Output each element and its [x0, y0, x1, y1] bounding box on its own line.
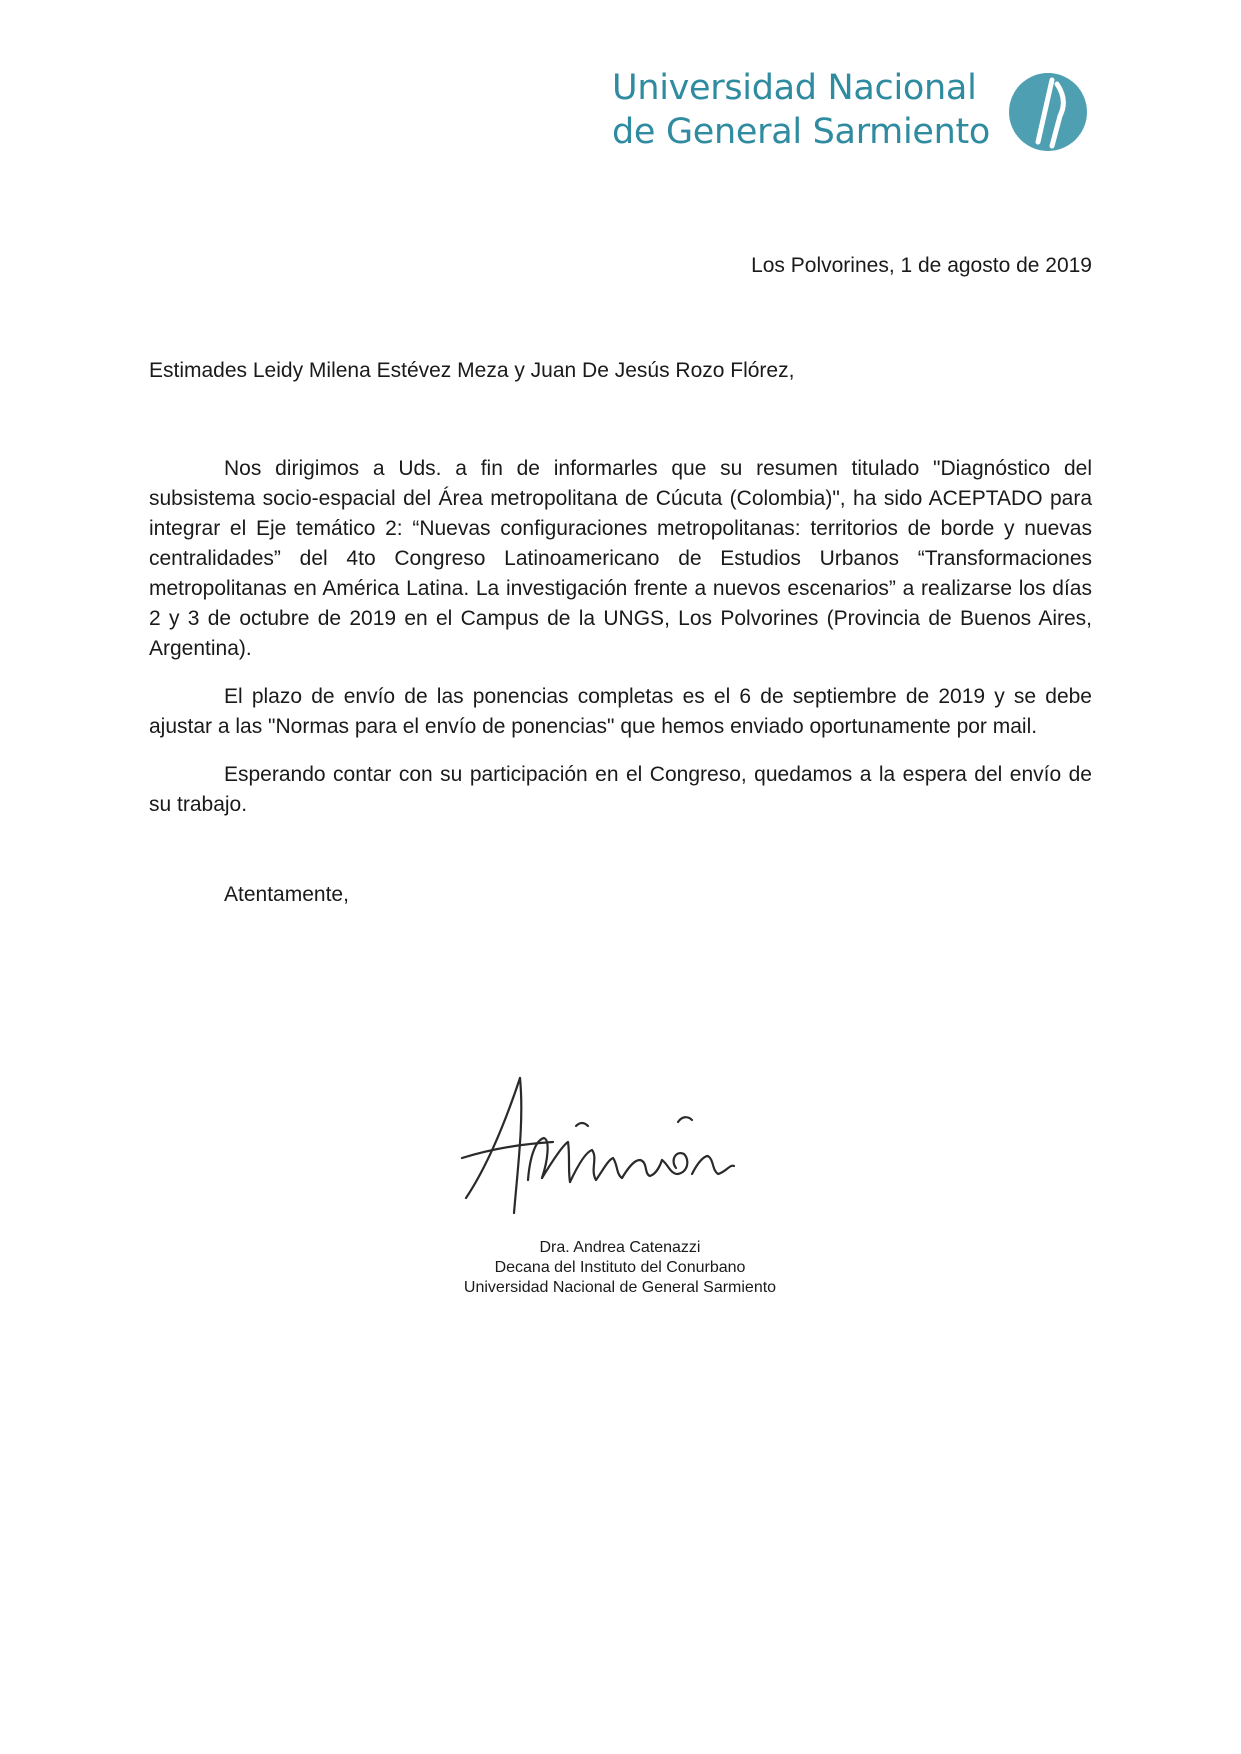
body-paragraph: Nos dirigimos a Uds. a fin de informarles que su resumen titulado "Diagnóstico del subsistema socio-espacial del Área metropolitana de Cúcuta (Colombia)", ha sido ACEPTADO para integrar el Eje temático 2: “Nuevas configuraciones metropolitanas: territorios de borde y nuevas centralidades” del 4to Congreso Latinoamericano de Estudios Urbanos “Transformaciones metropolitanas en América Latina. La investigación frente a nuevos escenarios” a realizarse los días 2 y 3 de octubre de 2019 en el Campus de la UNGS, Los Polvorines (Provincia de Buenos Aires, Argentina). — [149, 457, 1092, 660]
letter-date: Los Polvorines, 1 de agosto de 2019 — [751, 254, 1092, 277]
signer-institution: Universidad Nacional de General Sarmiento — [463, 1279, 777, 1296]
university-name-line-2: de General Sarmiento — [612, 112, 991, 152]
body-paragraph: El plazo de envío de las ponencias completas es el 6 de septiembre de 2019 y se debe ajustar a las "Normas para el envío de ponencias" que hemos enviado oportunamente por mail. — [149, 685, 1092, 738]
letterhead — [612, 66, 1092, 156]
signer-name: Dra. Andrea Catenazzi — [539, 1239, 701, 1256]
letter-body — [149, 454, 1092, 838]
signer-block — [420, 1238, 820, 1298]
university-name — [612, 66, 990, 154]
university-name-line-1: Universidad Nacional — [612, 68, 977, 108]
body-paragraph: Esperando contar con su participación en el Congreso, quedamos a la espera del envío de su trabajo. — [149, 763, 1092, 816]
handwritten-signature — [458, 1070, 778, 1220]
letter-greeting: Estimades Leidy Milena Estévez Meza y Juan De Jesús Rozo Flórez, — [149, 359, 795, 382]
signer-title: Decana del Instituto del Conurbano — [494, 1259, 746, 1276]
letter-closing: Atentamente, — [224, 883, 349, 906]
ungs-logo-icon — [1008, 72, 1088, 152]
